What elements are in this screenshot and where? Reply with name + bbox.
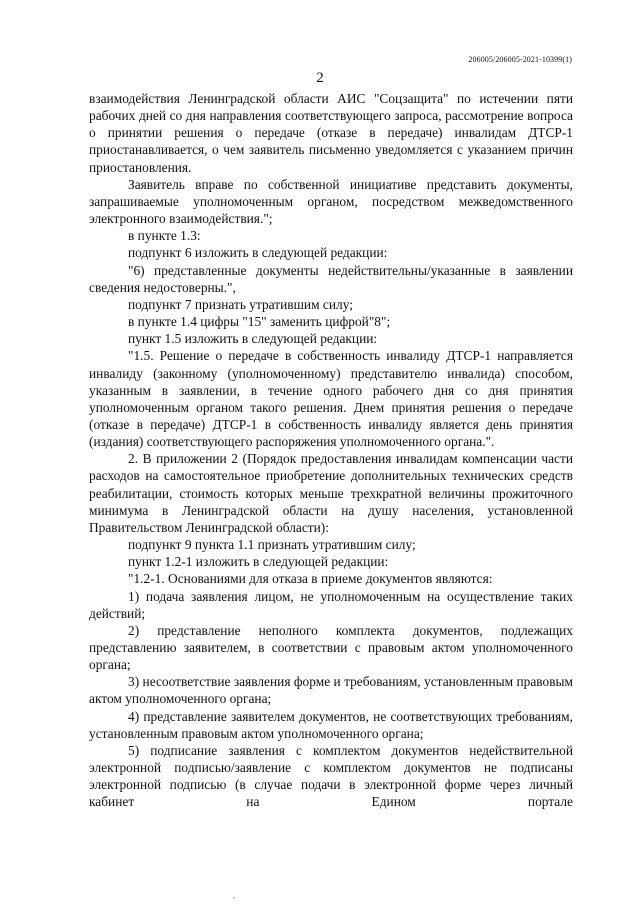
document-body xyxy=(89,90,573,811)
paragraph-item-1-5-edit: пункт 1.5 изложить в следующей редакции: xyxy=(128,331,378,347)
page-number: 2 xyxy=(316,70,324,86)
paragraph-reason-1: 1) подача заявления лицом, не уполномоченным на осуществление таких действий; xyxy=(89,588,573,621)
paragraph-appendix-2: 2. В приложении 2 (Порядок предоставления инвалидам компенсации части расходов на самостоятельное приобретение дополнительных технических средств реабилитации, стоимость которых меньше трехкратной величины прожиточного минимума в Ленинградской области на душу населения, установленной Правительством Ленинградской области): xyxy=(89,451,573,535)
paragraph-item-1-2-1-edit: пункт 1.2-1 изложить в следующей редакции: xyxy=(128,554,389,570)
paragraph-reason-3: 3) несоответствие заявления форме и требованиям, установленным правовым актом уполномоченного органа; xyxy=(89,674,573,707)
paragraph-subitem-6-edit: подпункт 6 изложить в следующей редакции: xyxy=(128,245,388,261)
paragraph-reason-4: 4) представление заявителем документов, не соответствующих требованиям, установленным правовым актом уполномоченного органа; xyxy=(89,708,573,741)
paragraph-reason-2: 2) представление неполного комплекта документов, подлежащих представлению заявителем, в соответствии с правовым актом уполномоченного органа; xyxy=(89,622,573,673)
document-id: 206005/206005-2021-10399(1) xyxy=(468,55,572,64)
paragraph-item-1-2-1-text: "1.2-1. Основаниями для отказа в приеме документов являются: xyxy=(128,571,493,587)
scan-speck xyxy=(233,897,235,899)
paragraph-continuation: взаимодействия Ленинградской области АИС "Соцзащита" по истечении пяти рабочих дней со дня направления соответствующего запроса, рассмотрение вопроса о принятии решения о передаче (отказе в передаче) инвалидам ДТСР-1 приостанавливается, о чем заявитель письменно уведомляется с указанием причин приостановления. xyxy=(89,91,573,175)
paragraph-applicant-right: Заявитель вправе по собственной инициативе представить документы, запрашиваемые уполномоченным органом, посредством межведомственного электронного взаимодействия."; xyxy=(89,176,573,227)
paragraph-subitem-9: подпункт 9 пункта 1.1 признать утратившим силу; xyxy=(128,537,416,553)
paragraph-subitem-6-text: "6) представленные документы недействительны/указанные в заявлении сведения недостоверны.", xyxy=(89,262,573,295)
paragraph-item-1-5-text: "1.5. Решение о передаче в собственность инвалиду ДТСР-1 направляется инвалиду (законному (уполномоченному) представителю инвалида) способом, указанным в заявлении, в течение одного рабочего дня со дня принятия уполномоченным органом такого решения. Днем принятия решения о передаче (отказе в передаче) ДТСР-1 в собственность инвалиду является день принятия (издания) соответствующего распоряжения уполномоченного органа.". xyxy=(89,348,573,450)
paragraph-item-1-3: в пункте 1.3: xyxy=(128,228,201,244)
paragraph-subitem-7: подпункт 7 признать утратившим силу; xyxy=(128,296,353,312)
paragraph-item-1-4: в пункте 1.4 цифры "15" заменить цифрой"8"; xyxy=(128,314,391,330)
paragraph-reason-5: 5) подписание заявления с комплектом документов недействительной электронной подписью/заявление с комплектом документов не подписаны электронной подписью (в случае подачи в электронной форме через личный кабинет на Едином портале xyxy=(89,742,573,810)
